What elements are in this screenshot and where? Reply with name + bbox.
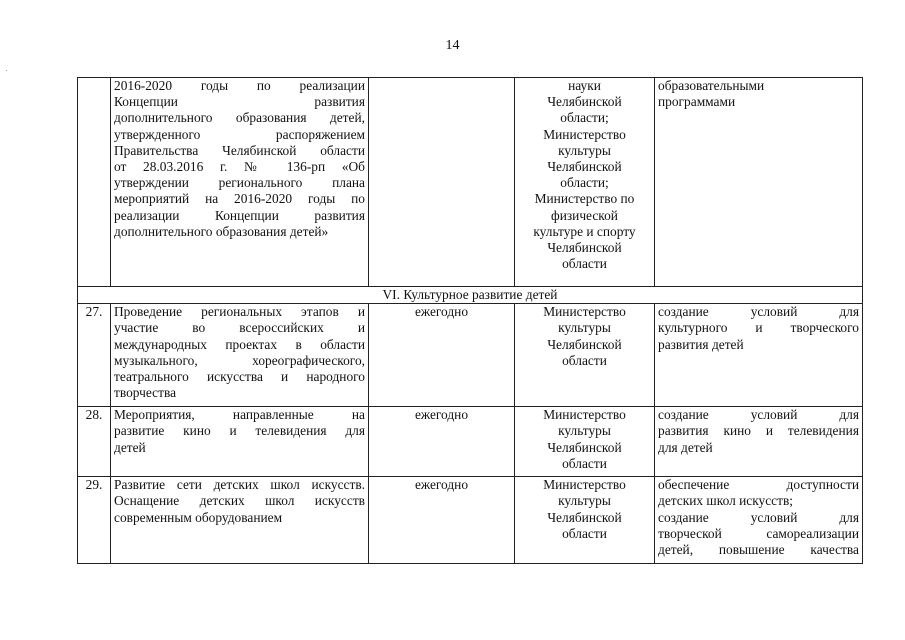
table-row: [78, 407, 863, 477]
event-line: утверждении регионального плана: [114, 175, 365, 191]
row-number: 27.: [78, 304, 111, 407]
executor-line: культуре и спорту: [533, 223, 636, 239]
event-line: современным оборудованием: [114, 509, 283, 525]
term-cell: ежегодно: [369, 407, 515, 477]
result-line: развития кино и телевидения: [658, 423, 859, 439]
event-line: международных проектах в области: [114, 336, 365, 352]
term-cell: ежегодно: [369, 477, 515, 564]
executor-cell: [515, 304, 655, 407]
event-cell: [111, 407, 369, 477]
result-line: культурного и творческого: [658, 320, 859, 336]
event-line: реализации Концепции развития: [114, 207, 365, 223]
result-line: творческой самореализации: [658, 525, 859, 541]
event-cell: [111, 304, 369, 407]
executor-line: Челябинской: [547, 509, 622, 525]
term-cell: ежегодно: [369, 304, 515, 407]
event-line: мероприятий на 2016-2020 годы по: [114, 191, 365, 207]
table-row: [78, 477, 863, 564]
event-line: Правительства Челябинской области: [114, 142, 365, 158]
executor-line: Министерство: [543, 126, 626, 142]
result-line: образовательными: [658, 78, 765, 93]
result-cell: [655, 304, 863, 407]
executor-line: Челябинской: [547, 336, 622, 352]
result-line: создание условий для: [658, 407, 859, 423]
event-line: развитие кино и телевидения для: [114, 423, 365, 439]
executor-line: Челябинской: [547, 94, 622, 110]
result-line: детских школ искусств;: [658, 493, 794, 509]
event-line: Концепции развития: [114, 94, 365, 110]
event-line: утвержденного распоряжением: [114, 126, 365, 142]
event-line: музыкального, хореографического,: [114, 352, 365, 368]
event-line: участие во всероссийских и: [114, 320, 365, 336]
executor-line: Челябинской: [547, 159, 622, 175]
event-line: от 28.03.2016 г. № 136-рп «Об: [114, 159, 365, 175]
event-line: дополнительного образования детей»: [114, 223, 329, 239]
event-line: Проведение региональных этапов и: [114, 304, 365, 320]
row-number: 28.: [78, 407, 111, 477]
result-line: программами: [658, 94, 736, 110]
executor-line: культуры: [558, 142, 611, 158]
result-cell: [655, 78, 863, 287]
result-line: развития детей: [658, 336, 744, 352]
executor-line: физической: [551, 207, 618, 223]
executor-line: области: [562, 455, 607, 471]
event-line: Мероприятия, направленные на: [114, 407, 365, 423]
table-row: [78, 304, 863, 407]
executor-line: Министерство: [543, 477, 626, 493]
section-title: VI. Культурное развитие детей: [78, 287, 863, 304]
event-cell: [111, 78, 369, 287]
executor-line: Министерство: [543, 304, 626, 320]
executor-cell: [515, 78, 655, 287]
event-line: творчества: [114, 385, 177, 401]
executor-line: Челябинской: [547, 439, 622, 455]
result-cell: [655, 407, 863, 477]
executor-line: области: [562, 256, 607, 272]
event-line: 2016-2020 годы по реализации: [114, 78, 365, 93]
event-line: детей: [114, 439, 146, 455]
result-line: детей, повышение качества: [658, 542, 859, 558]
event-line: Развитие сети детских школ искусств.: [114, 477, 365, 493]
result-line: для детей: [658, 439, 713, 455]
result-line: обеспечение доступности: [658, 477, 859, 493]
event-line: дополнительного образования детей,: [114, 110, 365, 126]
event-cell: [111, 477, 369, 564]
term-cell: [369, 78, 515, 287]
executor-line: науки: [568, 78, 601, 93]
executor-line: Министерство по: [534, 191, 635, 207]
executor-line: культуры: [558, 320, 611, 336]
result-cell: [655, 477, 863, 564]
result-line: создание условий для: [658, 509, 859, 525]
executor-line: Челябинской: [547, 240, 622, 256]
executor-line: культуры: [558, 423, 611, 439]
table-row-continuation: [78, 78, 863, 287]
executor-line: Министерство: [543, 407, 626, 423]
event-line: Оснащение детских школ искусств: [114, 493, 365, 509]
activities-table: [77, 77, 863, 564]
row-number: [78, 78, 111, 287]
result-line: создание условий для: [658, 304, 859, 320]
executor-cell: [515, 477, 655, 564]
executor-line: области;: [560, 175, 609, 191]
row-number: 29.: [78, 477, 111, 564]
scan-margin-mark: [6, 70, 7, 71]
event-line: театрального искусства и народного: [114, 369, 365, 385]
section-header-row: [78, 287, 863, 304]
executor-line: культуры: [558, 493, 611, 509]
executor-line: области;: [560, 110, 609, 126]
page-number: 14: [445, 38, 460, 53]
executor-line: области: [562, 352, 607, 368]
executor-cell: [515, 407, 655, 477]
executor-line: области: [562, 525, 607, 541]
